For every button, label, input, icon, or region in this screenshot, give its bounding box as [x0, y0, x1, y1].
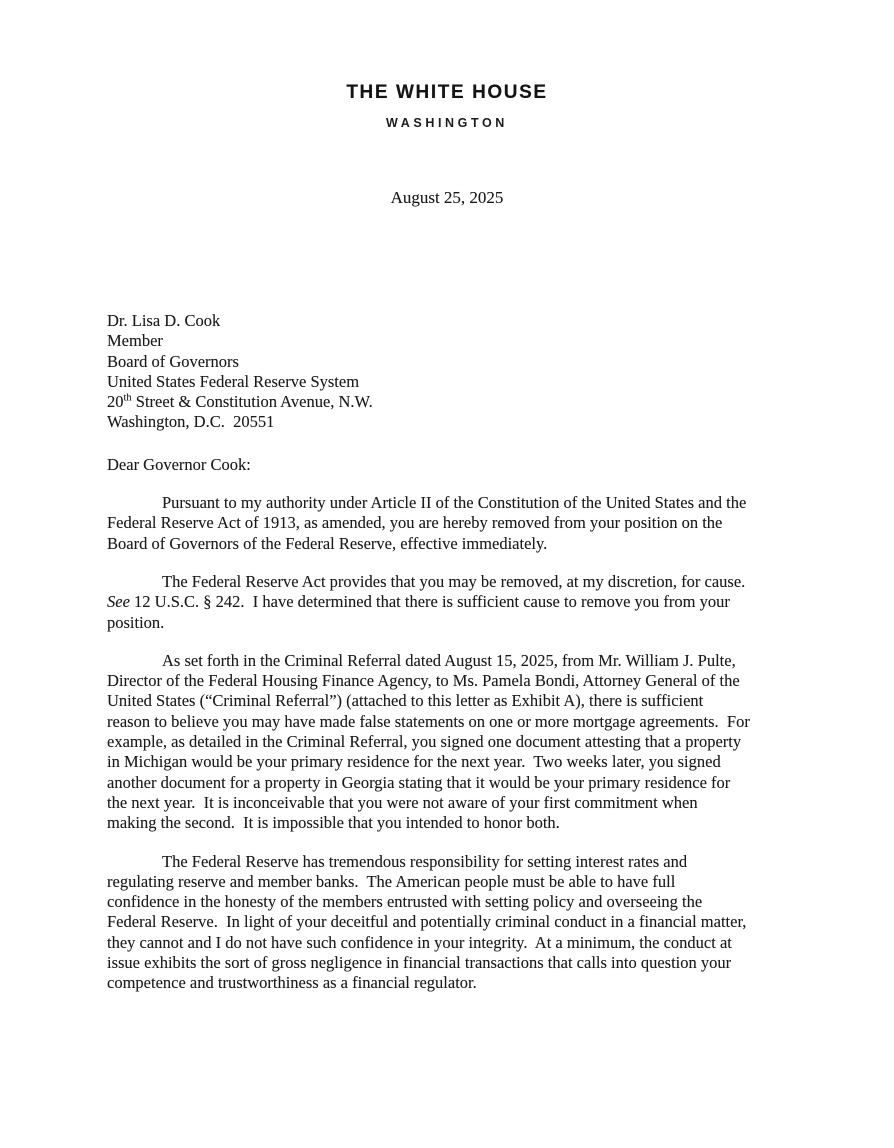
letter-line: position.	[107, 612, 165, 632]
letter-line: Federal Reserve. In light of your deceitful and potentially criminal conduct in a financial matter,	[107, 912, 747, 932]
letter-line: competence and trustworthiness as a financial regulator.	[107, 973, 477, 993]
letter-line: reason to believe you may have made false statements on one or more mortgage agreements. For	[107, 711, 750, 731]
paragraph-2	[107, 572, 807, 633]
letter-line: As set forth in the Criminal Referral dated August 15, 2025, from Mr. William J. Pulte,	[162, 650, 736, 670]
letter-line: The Federal Reserve Act provides that you may be removed, at my discretion, for cause.	[162, 571, 746, 591]
letter-line: confidence in the honesty of the members entrusted with setting policy and overseeing the	[107, 892, 703, 912]
recipient-city: Washington, D.C. 20551	[107, 412, 275, 432]
letter-body	[107, 311, 807, 994]
street-number: 20	[107, 392, 124, 412]
recipient-org: Board of Governors	[107, 351, 239, 371]
recipient-position: Member	[107, 331, 163, 351]
letter-line: Federal Reserve Act of 1913, as amended, you are hereby removed from your position on the	[107, 513, 723, 533]
letter-line: Pursuant to my authority under Article II of the Constitution of the United States and the	[162, 493, 747, 513]
paragraph-4	[107, 852, 807, 994]
letter-line: another document for a property in Georgia stating that it would be your primary residence for	[107, 772, 731, 792]
recipient-name: Dr. Lisa D. Cook	[107, 311, 221, 330]
letter-line: The Federal Reserve has tremendous responsibility for setting interest rates and	[162, 851, 688, 871]
street-ordinal-sup: th	[123, 392, 132, 404]
paragraph-3	[107, 651, 807, 834]
recipient-org-2: United States Federal Reserve System	[107, 371, 360, 391]
letter-line: regulating reserve and member banks. The American people must be able to have full	[107, 871, 676, 891]
letter-line: example, as detailed in the Criminal Referral, you signed one document attesting that a property	[107, 732, 742, 752]
letter-line: Board of Governors of the Federal Reserve, effective immediately.	[107, 533, 548, 553]
letter-line: in Michigan would be your primary residence for the next year. Two weeks later, you signed	[107, 752, 721, 772]
letterhead-title: THE WHITE HOUSE	[346, 82, 548, 103]
street-rest: Street & Constitution Avenue, N.W.	[131, 392, 373, 412]
letter-line: the next year. It is inconceivable that you were not aware of your first commitment when	[107, 792, 698, 812]
letterhead	[0, 0, 894, 131]
recipient-block	[107, 311, 807, 433]
recipient-street	[107, 392, 807, 412]
date-line: August 25, 2025	[390, 188, 504, 207]
letterhead-subtitle: WASHINGTON	[386, 116, 508, 130]
letter-line: they cannot and I do not have such confidence in your integrity. At a minimum, the conduct at	[107, 932, 732, 952]
letter-line: United States (“Criminal Referral”) (attached to this letter as Exhibit A), there is sufficient	[107, 691, 704, 711]
letter-line: Director of the Federal Housing Finance Agency, to Ms. Pamela Bondi, Attorney General of the	[107, 671, 740, 691]
letter-line: making the second. It is impossible that you intended to honor both.	[107, 813, 560, 833]
citation-rest: 12 U.S.C. § 242. I have determined that there is sufficient cause to remove you from your	[129, 592, 730, 612]
letter-line	[107, 592, 807, 612]
see-citation-italic: See	[107, 592, 130, 612]
letter-line: issue exhibits the sort of gross negligence in financial transactions that calls into question your	[107, 953, 732, 973]
paragraph-1	[107, 493, 807, 554]
salutation: Dear Governor Cook:	[107, 454, 251, 474]
